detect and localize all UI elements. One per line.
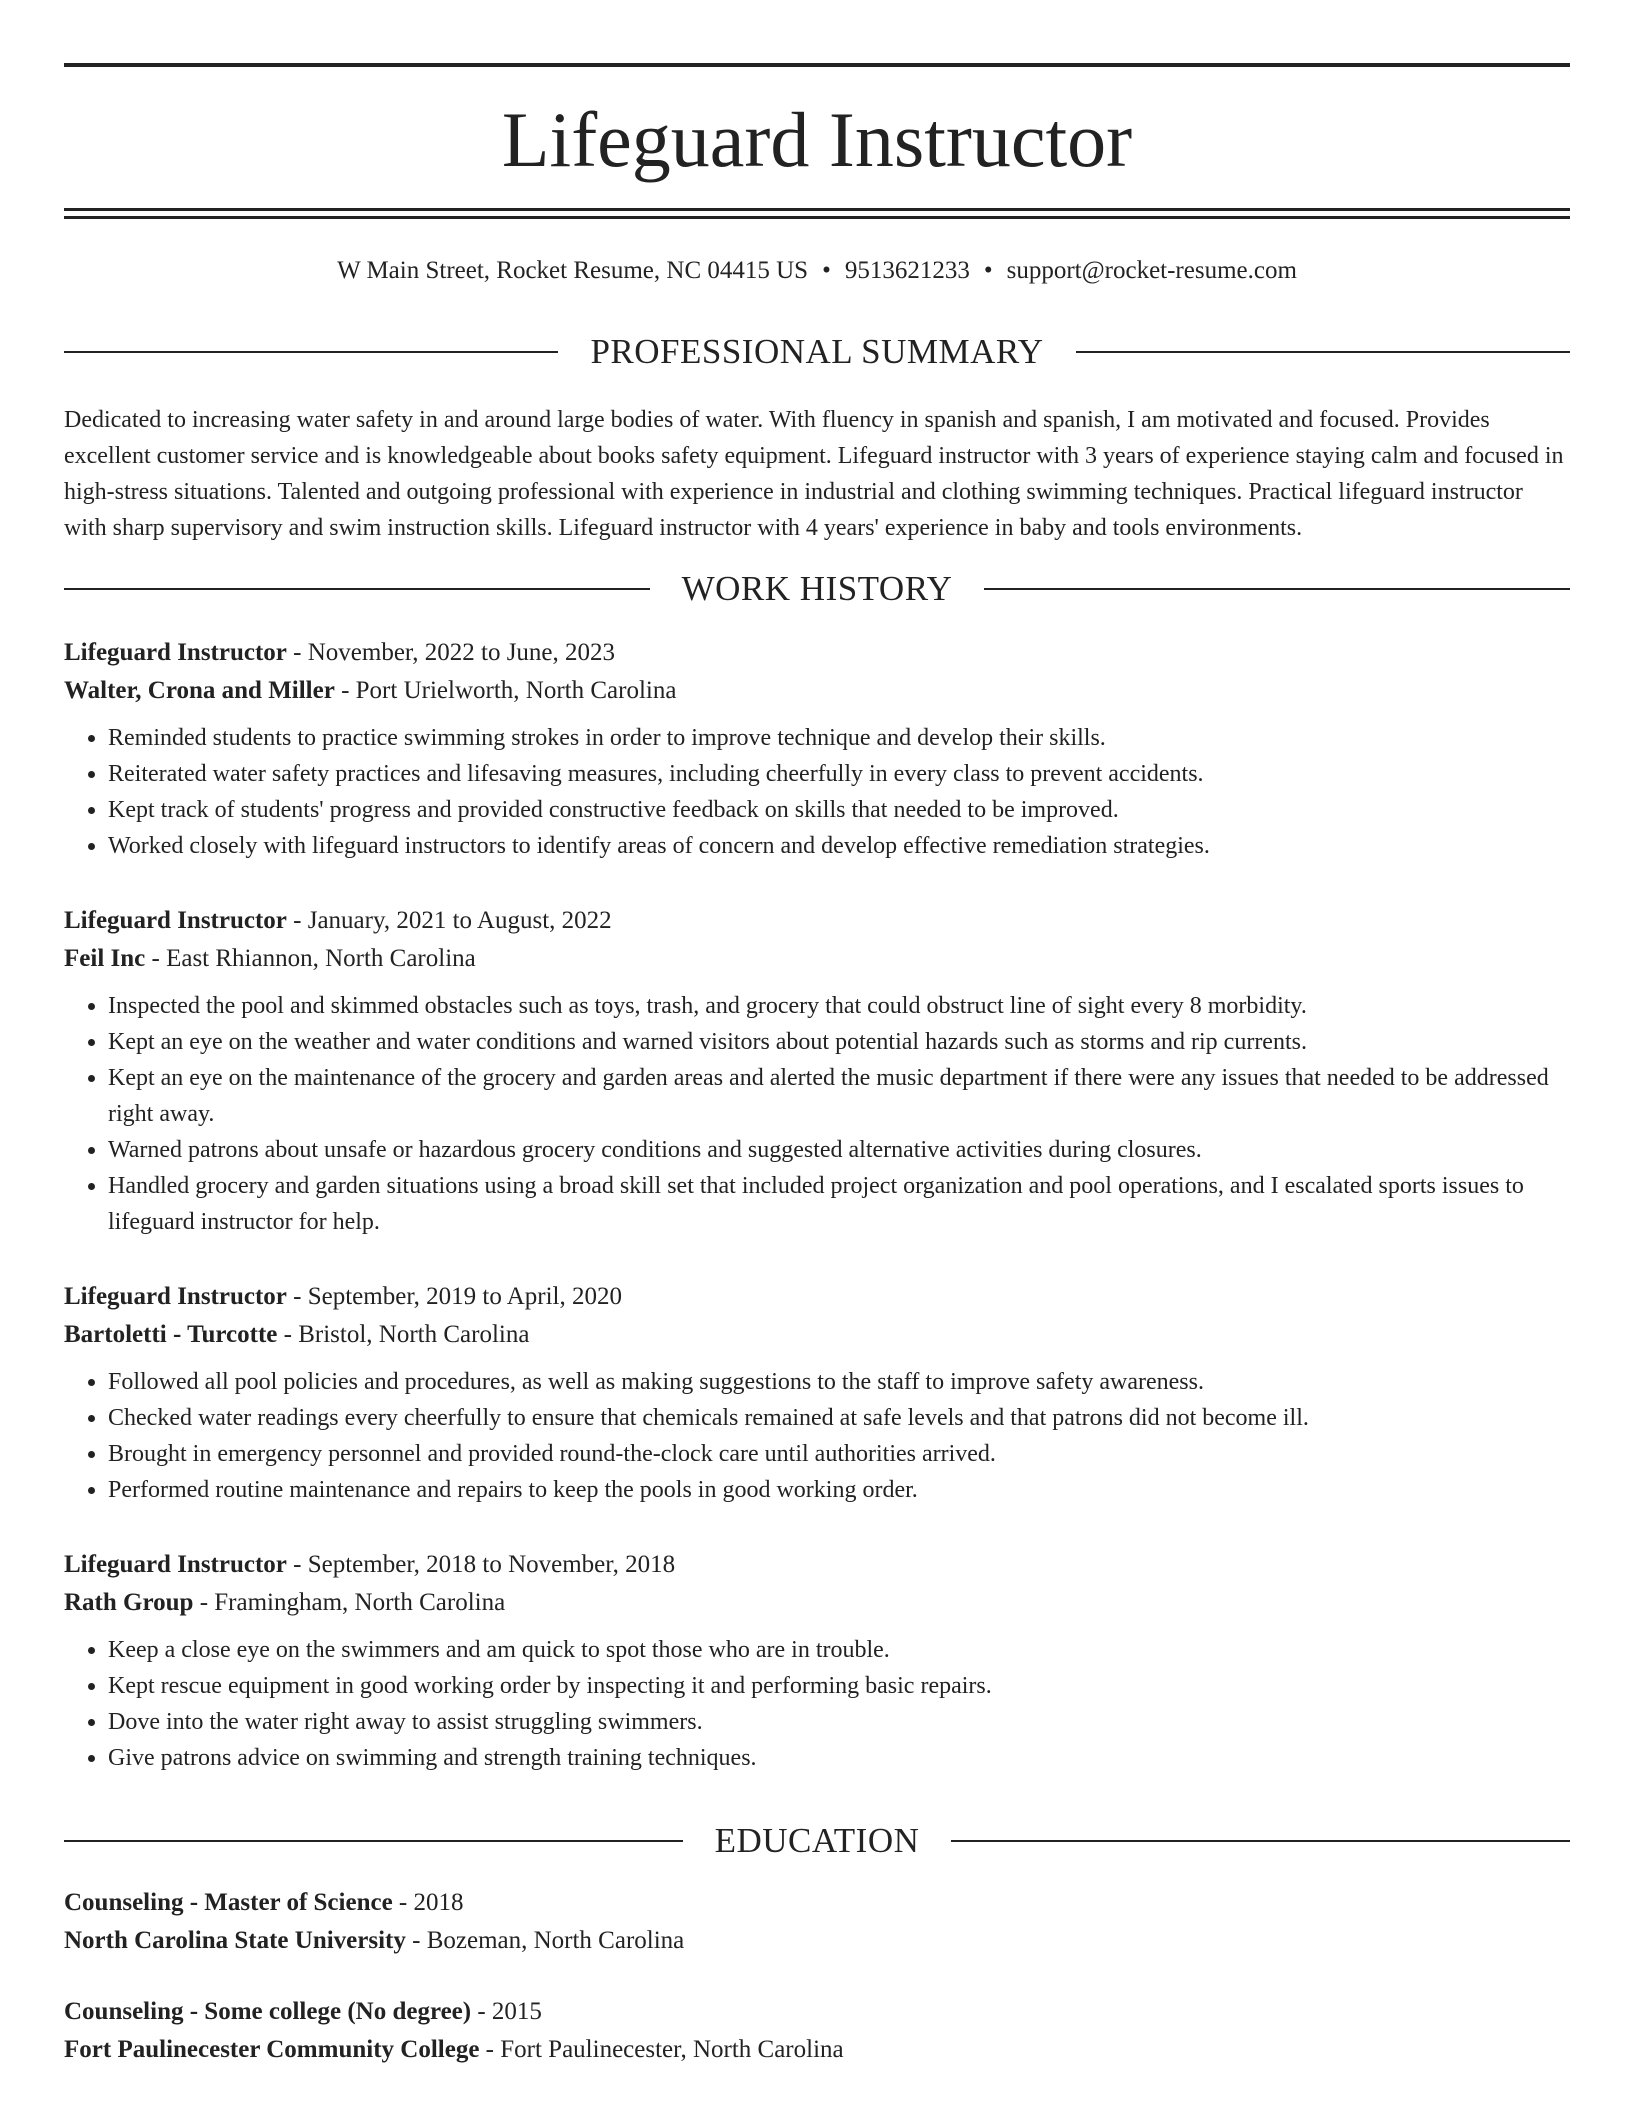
job-entry: [64, 634, 1570, 864]
job-dates: - November, 2022 to June, 2023: [286, 639, 616, 666]
education-location: - Bozeman, North Carolina: [405, 1927, 685, 1954]
section-heading-summary: [64, 330, 1570, 374]
list-item: • Give patrons advice on swimming and strength training techniques.: [108, 1740, 1570, 1776]
job-role: Lifeguard Instructor: [64, 907, 287, 934]
heading-rule-right: [951, 1840, 1570, 1842]
list-item: • Handled grocery and garden situations using a broad skill set that included project organization and pool operations, and I escalated sports issues to lifeguard instructor for help.: [108, 1168, 1570, 1240]
education-school-line: [64, 1922, 1570, 1960]
education-degree-line: [64, 1993, 1570, 2031]
job-bullets: [64, 720, 1570, 864]
list-item: • Warned patrons about unsafe or hazardous grocery conditions and suggested alternative activities during closures.: [108, 1132, 1570, 1168]
list-item: • Dove into the water right away to assist struggling swimmers.: [108, 1704, 1570, 1740]
job-title-line: [64, 902, 1570, 940]
education-entry: [64, 1884, 1570, 1960]
job-location: - Framingham, North Carolina: [193, 1589, 506, 1616]
list-item: • Followed all pool policies and procedures, as well as making suggestions to the staff to improve safety awareness.: [108, 1364, 1570, 1400]
job-title-line: [64, 1278, 1570, 1316]
job-role: Lifeguard Instructor: [64, 639, 287, 666]
job-entry: [64, 1278, 1570, 1508]
job-entry: [64, 1546, 1570, 1776]
job-role: Lifeguard Instructor: [64, 1551, 287, 1578]
job-company-line: [64, 1316, 1570, 1354]
job-title-line: [64, 634, 1570, 672]
title-rule-lower: [64, 216, 1570, 219]
list-item: • Kept an eye on the weather and water conditions and warned visitors about potential hazards such as storms and rip currents.: [108, 1024, 1570, 1060]
job-dates: - September, 2018 to November, 2018: [286, 1551, 676, 1578]
education-degree: Counseling - Some college (No degree): [64, 1998, 472, 2025]
job-role: Lifeguard Instructor: [64, 1283, 287, 1310]
contact-phone: 9513621233: [844, 257, 970, 284]
summary-text: Dedicated to increasing water safety in and around large bodies of water. With fluency in spanish and spanish, I am motivated and focused. Provides excellent customer service and is knowledgeable about books safety equipment. Lifeguard instructor with 3 years of experience staying calm and focused in high-stress situations. Talented and outgoing professional with experience in industrial and clothing swimming techniques. Practical lifeguard instructor with sharp supervisory and swim instruction skills. Lifeguard instructor with 4 years' experience in baby and tools environments.: [64, 407, 1564, 541]
education-school: Fort Paulinecester Community College: [64, 2036, 480, 2063]
education-school: North Carolina State University: [64, 1927, 406, 1954]
job-bullets: [64, 988, 1570, 1240]
list-item: • Keep a close eye on the swimmers and am quick to spot those who are in trouble.: [108, 1632, 1570, 1668]
section-heading-education: [64, 1819, 1570, 1863]
job-company: Feil Inc: [64, 945, 146, 972]
heading-rule-right: [984, 588, 1570, 590]
contact-email: support@rocket-resume.com: [1006, 257, 1297, 284]
section-heading-work: [64, 567, 1570, 611]
section-title: PROFESSIONAL SUMMARY: [590, 332, 1044, 371]
list-item: • Kept rescue equipment in good working order by inspecting it and performing basic repairs.: [108, 1668, 1570, 1704]
contact-separator: •: [983, 257, 993, 284]
job-location: - Bristol, North Carolina: [277, 1321, 530, 1348]
job-company-line: [64, 672, 1570, 710]
list-item: • Reminded students to practice swimming strokes in order to improve technique and develop their skills.: [108, 720, 1570, 756]
contact-line: [64, 253, 1570, 289]
job-dates: - September, 2019 to April, 2020: [286, 1283, 622, 1310]
list-item: • Kept track of students' progress and provided constructive feedback on skills that needed to be improved.: [108, 792, 1570, 828]
job-location: - East Rhiannon, North Carolina: [145, 945, 476, 972]
job-company: Rath Group: [64, 1589, 194, 1616]
job-company-line: [64, 940, 1570, 978]
job-location: - Port Urielworth, North Carolina: [334, 677, 677, 704]
education-school-line: [64, 2031, 1570, 2069]
page-title: Lifeguard Instructor: [501, 96, 1133, 183]
list-item: • Performed routine maintenance and repairs to keep the pools in good working order.: [108, 1472, 1570, 1508]
contact-separator: •: [822, 257, 831, 284]
list-item: • Worked closely with lifeguard instructors to identify areas of concern and develop effective remediation strategies.: [108, 828, 1570, 864]
heading-rule-left: [64, 588, 650, 590]
list-item: • Reiterated water safety practices and lifesaving measures, including cheerfully in every class to prevent accidents.: [108, 756, 1570, 792]
job-bullets: [64, 1364, 1570, 1508]
job-dates: - January, 2021 to August, 2022: [286, 907, 612, 934]
heading-rule-left: [64, 1840, 683, 1842]
title-rule-upper: [64, 208, 1570, 211]
education-location: - Fort Paulinecester, North Carolina: [479, 2036, 844, 2063]
list-item: • Kept an eye on the maintenance of the grocery and garden areas and alerted the music department if there were any issues that needed to be addressed right away.: [108, 1060, 1570, 1132]
top-rule: [64, 63, 1570, 67]
job-company: Walter, Crona and Miller: [64, 677, 335, 704]
education-degree-line: [64, 1884, 1570, 1922]
job-company-line: [64, 1584, 1570, 1622]
education-degree: Counseling - Master of Science: [64, 1889, 393, 1916]
job-entry: [64, 902, 1570, 1240]
list-item: • Inspected the pool and skimmed obstacles such as toys, trash, and grocery that could obstruct line of sight every 8 morbidity.: [108, 988, 1570, 1024]
job-company: Bartoletti - Turcotte: [64, 1321, 278, 1348]
education-entry: [64, 1993, 1570, 2069]
list-item: • Brought in emergency personnel and provided round-the-clock care until authorities arrived.: [108, 1436, 1570, 1472]
list-item: • Checked water readings every cheerfully to ensure that chemicals remained at safe levels and that patrons did not become ill.: [108, 1400, 1570, 1436]
section-title: EDUCATION: [714, 1821, 920, 1860]
heading-rule-left: [64, 351, 558, 353]
job-title-line: [64, 1546, 1570, 1584]
education-year: - 2018: [392, 1889, 464, 1916]
job-bullets: [64, 1632, 1570, 1776]
section-title: WORK HISTORY: [681, 569, 953, 608]
heading-rule-right: [1076, 351, 1570, 353]
contact-address: W Main Street, Rocket Resume, NC 04415 US: [337, 257, 809, 284]
education-year: - 2015: [471, 1998, 542, 2025]
